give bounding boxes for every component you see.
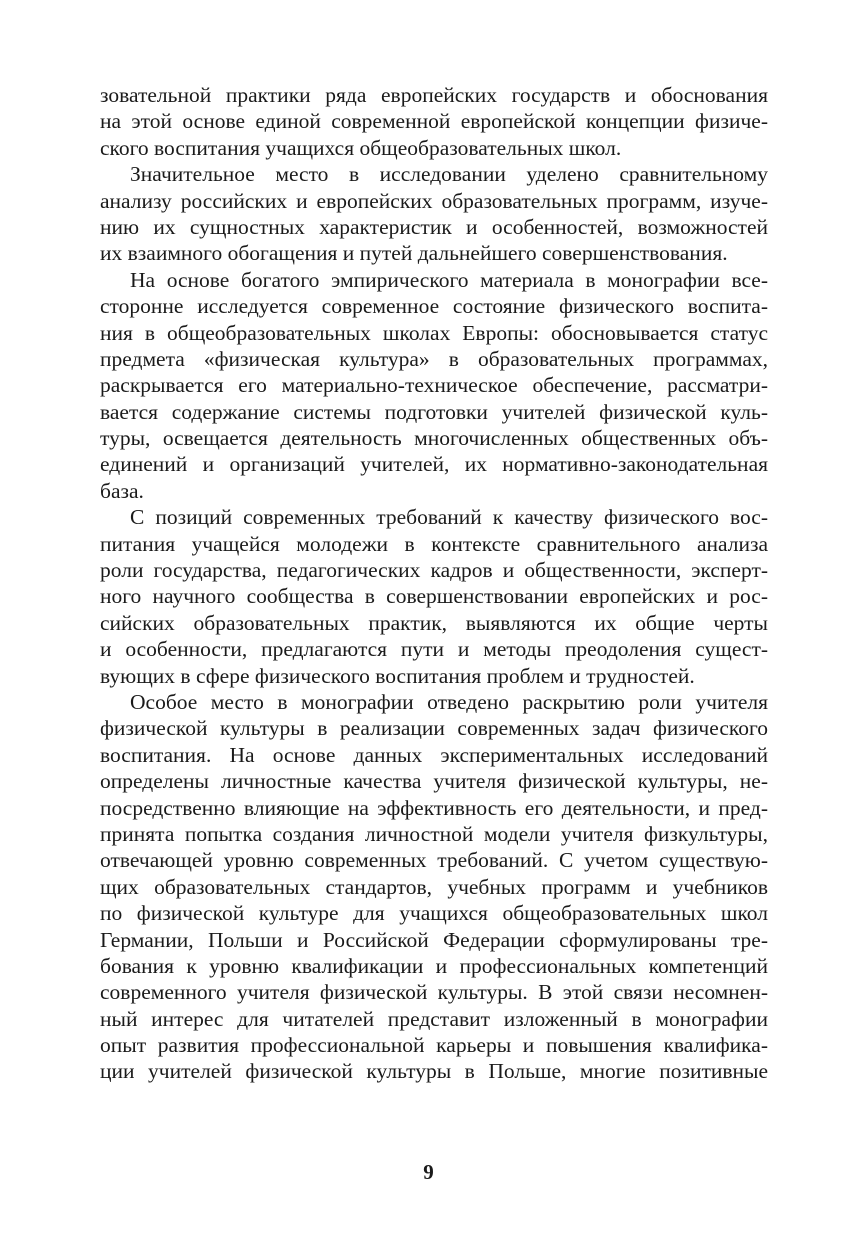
paragraph [100, 82, 768, 161]
paragraph [100, 504, 768, 689]
text-line: раскрывается его материально-техническое обеспечение, рассматри- [100, 373, 768, 398]
text-line: нию их сущностных характеристик и особенностей, возможностей [100, 214, 768, 239]
text-line: их взаимного обогащения и путей дальнейшего совершенствования. [100, 241, 728, 266]
text-line: роли государства, педагогических кадров и общественности, эксперт- [100, 558, 768, 583]
paragraph [100, 267, 768, 505]
page-number: 9 [423, 1160, 434, 1184]
text-line: принята попытка создания личностной модели учителя физкультуры, [100, 821, 768, 846]
text-line: сийских образовательных практик, выявляются их общие черты [100, 610, 768, 635]
paragraph [100, 161, 768, 267]
text-line: ного научного сообщества в совершенствовании европейских и рос- [100, 584, 768, 609]
text-line: на этой основе единой современной европейской концепции физиче- [100, 109, 768, 134]
text-line: определены личностные качества учителя физической культуры, не- [100, 769, 768, 794]
paragraph [100, 689, 768, 1085]
text-line: анализу российских и европейских образовательных программ, изуче- [100, 188, 768, 213]
text-line: вается содержание системы подготовки учителей физической куль- [100, 399, 768, 424]
text-line: база. [100, 478, 144, 503]
text-line: Значительное место в исследовании уделено сравнительному [130, 162, 768, 187]
text-line: по физической культуре для учащихся общеобразовательных школ [100, 901, 768, 926]
text-line: туры, освещается деятельность многочисленных общественных объ- [100, 426, 768, 451]
text-line: ского воспитания учащихся общеобразовательных школ. [100, 135, 622, 160]
text-line: ный интерес для читателей представит изложенный в монографии [100, 1006, 768, 1031]
text-line: питания учащейся молодежи в контексте сравнительного анализа [100, 531, 768, 556]
text-line: вующих в сфере физического воспитания проблем и трудностей. [100, 663, 695, 688]
text-line: ции учителей физической культуры в Польше, многие позитивные [100, 1059, 768, 1084]
text-line: бования к уровню квалификации и профессиональных компетенций [100, 953, 768, 978]
text-line: единений и организаций учителей, их нормативно-законодательная [100, 452, 768, 477]
body-text [100, 82, 768, 1085]
text-line: С позиций современных требований к качеству физического вос- [130, 505, 768, 530]
text-line: Особое место в монографии отведено раскрытию роли учителя [130, 689, 768, 714]
text-line: современного учителя физической культуры. В этой связи несомнен- [100, 980, 768, 1005]
text-line: щих образовательных стандартов, учебных программ и учебников [100, 874, 768, 899]
text-line: воспитания. На основе данных экспериментальных исследований [100, 742, 768, 767]
text-line: и особенности, предлагаются пути и методы преодоления сущест- [100, 637, 768, 662]
text-line: отвечающей уровню современных требований. С учетом существую- [100, 848, 768, 873]
text-line: сторонне исследуется современное состояние физического воспита- [100, 294, 768, 319]
text-line: ния в общеобразовательных школах Европы: обосновывается статус [100, 320, 768, 345]
text-line: опыт развития профессиональной карьеры и повышения квалифика- [100, 1033, 768, 1058]
text-line: физической культуры в реализации современных задач физического [100, 716, 768, 741]
text-line: Германии, Польши и Российской Федерации сформулированы тре- [100, 927, 768, 952]
text-line: На основе богатого эмпирического материала в монографии все- [130, 267, 768, 292]
text-line: посредственно влияющие на эффективность его деятельности, и пред- [100, 795, 768, 820]
text-line: зовательной практики ряда европейских государств и обоснования [100, 83, 768, 107]
text-line: предмета «физическая культура» в образовательных программах, [100, 346, 768, 371]
